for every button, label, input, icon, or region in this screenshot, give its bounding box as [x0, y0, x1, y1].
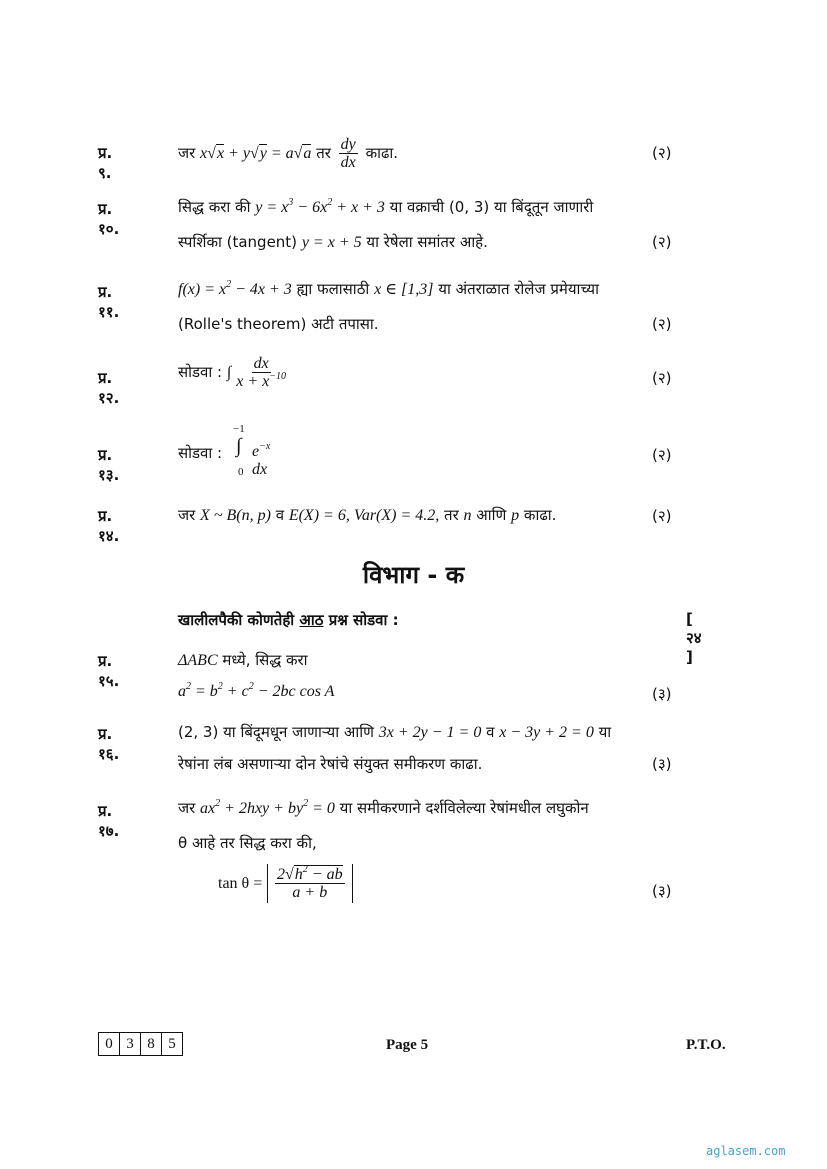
question-text: सोडवा : ∫ $\frac{dx}{x + x^{-10}}$ [178, 355, 287, 390]
paper-code-box: 0 3 8 5 [98, 1032, 183, 1056]
math-expression: $ax^2 + 2hxy + by^2 = 0$ [200, 798, 335, 817]
question-text: सोडवा : [178, 444, 223, 462]
math-fraction: $\frac{2√h^2 - ab}{a + b}$ [277, 864, 343, 901]
math-expression: x − 3y + 2 = 0 [499, 724, 594, 741]
math-expression: ΔABC [178, 652, 218, 669]
question-text-line2: θ आहे तर सिद्ध करा की, [178, 834, 317, 852]
marks: (२) [652, 507, 672, 525]
math-expression: x ∈ [1,3] [374, 281, 434, 298]
math-formula: $a^2 = b^2 + c^2 - 2bc$ cos A [178, 681, 335, 700]
integral-sign: ∫ [226, 364, 232, 381]
question-number: प्र. १०. [98, 200, 120, 238]
math-fraction: $\frac{dy}{dx}$ [340, 136, 356, 171]
question-text-line2: स्पर्शिका (tangent) y = x + 5 या रेषेला समांतर आहे. [178, 233, 488, 251]
marks: (३) [652, 685, 672, 703]
question-text: (2, 3) या बिंदूमधून जाणाऱ्या आणि 3x + 2y − 1 = 0 व x − 3y + 2 = 0 या [178, 723, 612, 741]
math-expression: $e^{-x}$ dx [252, 441, 271, 478]
question-text: जर $ax^2 + 2hxy + by^2 = 0$ या समीकरणाने दर्शविलेल्या रेषांमधील लघुकोन [178, 798, 589, 817]
watermark: aglasem.com [706, 1144, 786, 1158]
question-number: प्र. १७. [98, 802, 120, 840]
question-number: प्र. ११. [98, 283, 120, 321]
marks: (३) [652, 755, 672, 773]
absolute-value [267, 864, 353, 903]
question-number: प्र. १६. [98, 725, 120, 763]
question-number: प्र. १४. [98, 507, 120, 545]
math-expression: x√x + y√y = a√a [200, 145, 312, 162]
question-text: $f(x) = x^2 - 4x + 3$ ह्या फलासाठी x ∈ [1,3] या अंतराळात रोलेज प्रमेयाच्या [178, 279, 599, 298]
math-expression: $y = x^3 - 6x^2 + x + 3$ [255, 197, 385, 216]
math-expression: $f(x) = x^2 - 4x + 3$ [178, 279, 292, 298]
math-expression: y = x + 5 [301, 234, 362, 251]
question-text-line2: रेषांना लंब असणाऱ्या दोन रेषांचे संयुक्त समीकरण काढा. [178, 755, 483, 773]
math-expression: 3x + 2y − 1 = 0 [378, 724, 482, 741]
marks: (२) [652, 233, 672, 251]
math-expression: E(X) = 6, Var(X) = 4.2, [288, 507, 440, 524]
pto-label: P.T.O. [686, 1037, 726, 1053]
question-number: प्र. १२. [98, 369, 120, 407]
marks: (२) [652, 144, 672, 162]
question-text-line2: (Rolle's theorem) अटी तपासा. [178, 315, 379, 333]
question-text: सिद्ध करा की $y = x^3 - 6x^2 + x + 3$ या वक्राची (0, 3) या बिंदूतून जाणारी [178, 197, 594, 216]
question-text: ΔABC मध्ये, सिद्ध करा [178, 651, 308, 669]
integral-upper-limit: −1 [233, 423, 245, 435]
question-number: प्र. १३. [98, 446, 120, 484]
math-expression: X ~ B(n, p) [200, 507, 271, 524]
marks: (२) [652, 315, 672, 333]
integral-lower-limit: 0 [238, 466, 244, 478]
math-formula: tan θ = $\frac{2√h^2 - ab}{a + b}$ [218, 864, 353, 903]
marks: (३) [652, 882, 672, 900]
integral-sign: ∫ [236, 435, 242, 457]
question-number: प्र. ९. [98, 144, 113, 182]
question-text: जर X ~ B(n, p) व E(X) = 6, Var(X) = 4.2, तर n आणि p काढा. [178, 506, 557, 524]
marks: (२) [652, 369, 672, 387]
question-text: जर x√x + y√y = a√a तर $\frac{dy}{dx}$ काढा. [178, 136, 399, 171]
marks: (२) [652, 446, 672, 464]
section-marks: [ २४ ] [686, 610, 702, 666]
page-number: Page 5 [386, 1037, 429, 1053]
section-title: विभाग - क [362, 561, 465, 589]
question-number: प्र. १५. [98, 652, 120, 690]
math-fraction: $\frac{dx}{x + x^{-10}}$ [236, 355, 287, 390]
